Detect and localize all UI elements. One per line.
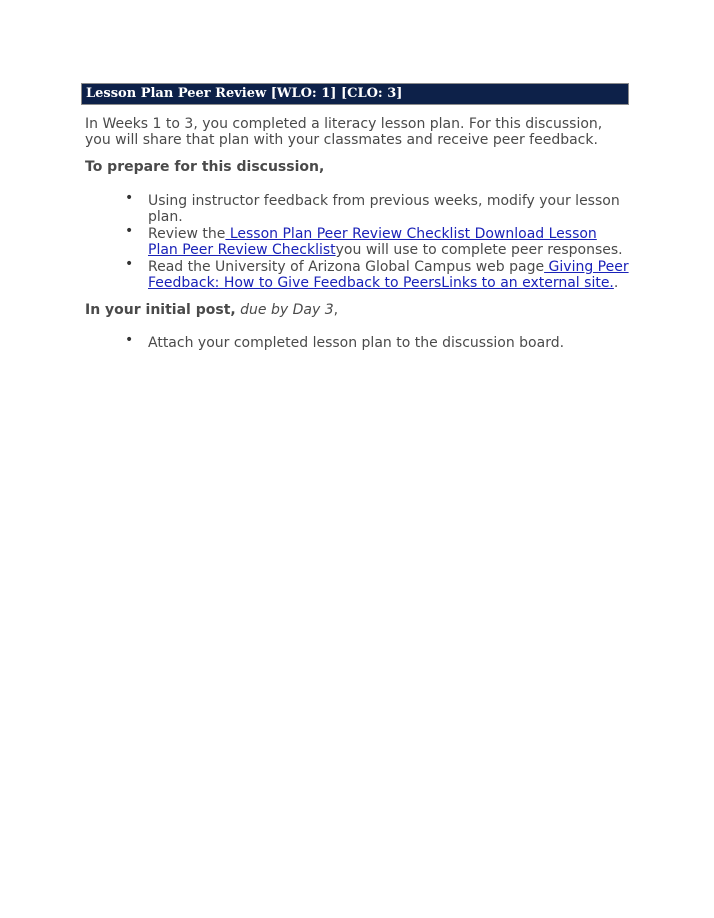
list-item-text: Attach your completed lesson plan to the discussion board. [148, 335, 565, 351]
list-item-text: you will use to complete peer responses. [335, 242, 623, 258]
initial-post-heading-suffix: , [333, 302, 339, 318]
bullet-icon: • [125, 332, 134, 348]
initial-post-heading [85, 302, 629, 318]
checklist-download-link[interactable]: Lesson Plan Peer Review Checklist Download Lesson Plan Peer Review Checklist [148, 226, 597, 258]
prepare-heading: To prepare for this discussion, [85, 159, 325, 175]
peer-feedback-link[interactable]: Giving Peer Feedback: How to Give Feedback to PeersLinks to an external site. [148, 259, 629, 291]
initial-post-list [81, 332, 629, 351]
initial-post-heading-bold: In your initial post, [85, 302, 236, 318]
list-item-text: Using instructor feedback from previous weeks, modify your lesson plan. [148, 193, 620, 225]
list-item-text: Read the University of Arizona Global Campus web page [148, 259, 545, 275]
list-item [81, 332, 631, 351]
list-item [81, 256, 631, 291]
initial-post-due-date: due by Day 3 [235, 302, 334, 318]
bullet-icon: • [125, 190, 134, 206]
intro-paragraph: In Weeks 1 to 3, you completed a literacy lesson plan. For this discussion, you will share that plan with your classmates and receive peer feedback. [85, 116, 603, 148]
list-item-text: . [613, 275, 619, 291]
list-item-text: Review the [148, 226, 226, 242]
page-title: Lesson Plan Peer Review [WLO: 1] [CLO: 3] [81, 83, 629, 105]
prepare-list [81, 190, 629, 291]
list-item [81, 190, 631, 225]
list-item [81, 223, 631, 258]
discussion-content [81, 83, 629, 352]
bullet-icon: • [125, 223, 134, 239]
bullet-icon: • [125, 256, 134, 272]
